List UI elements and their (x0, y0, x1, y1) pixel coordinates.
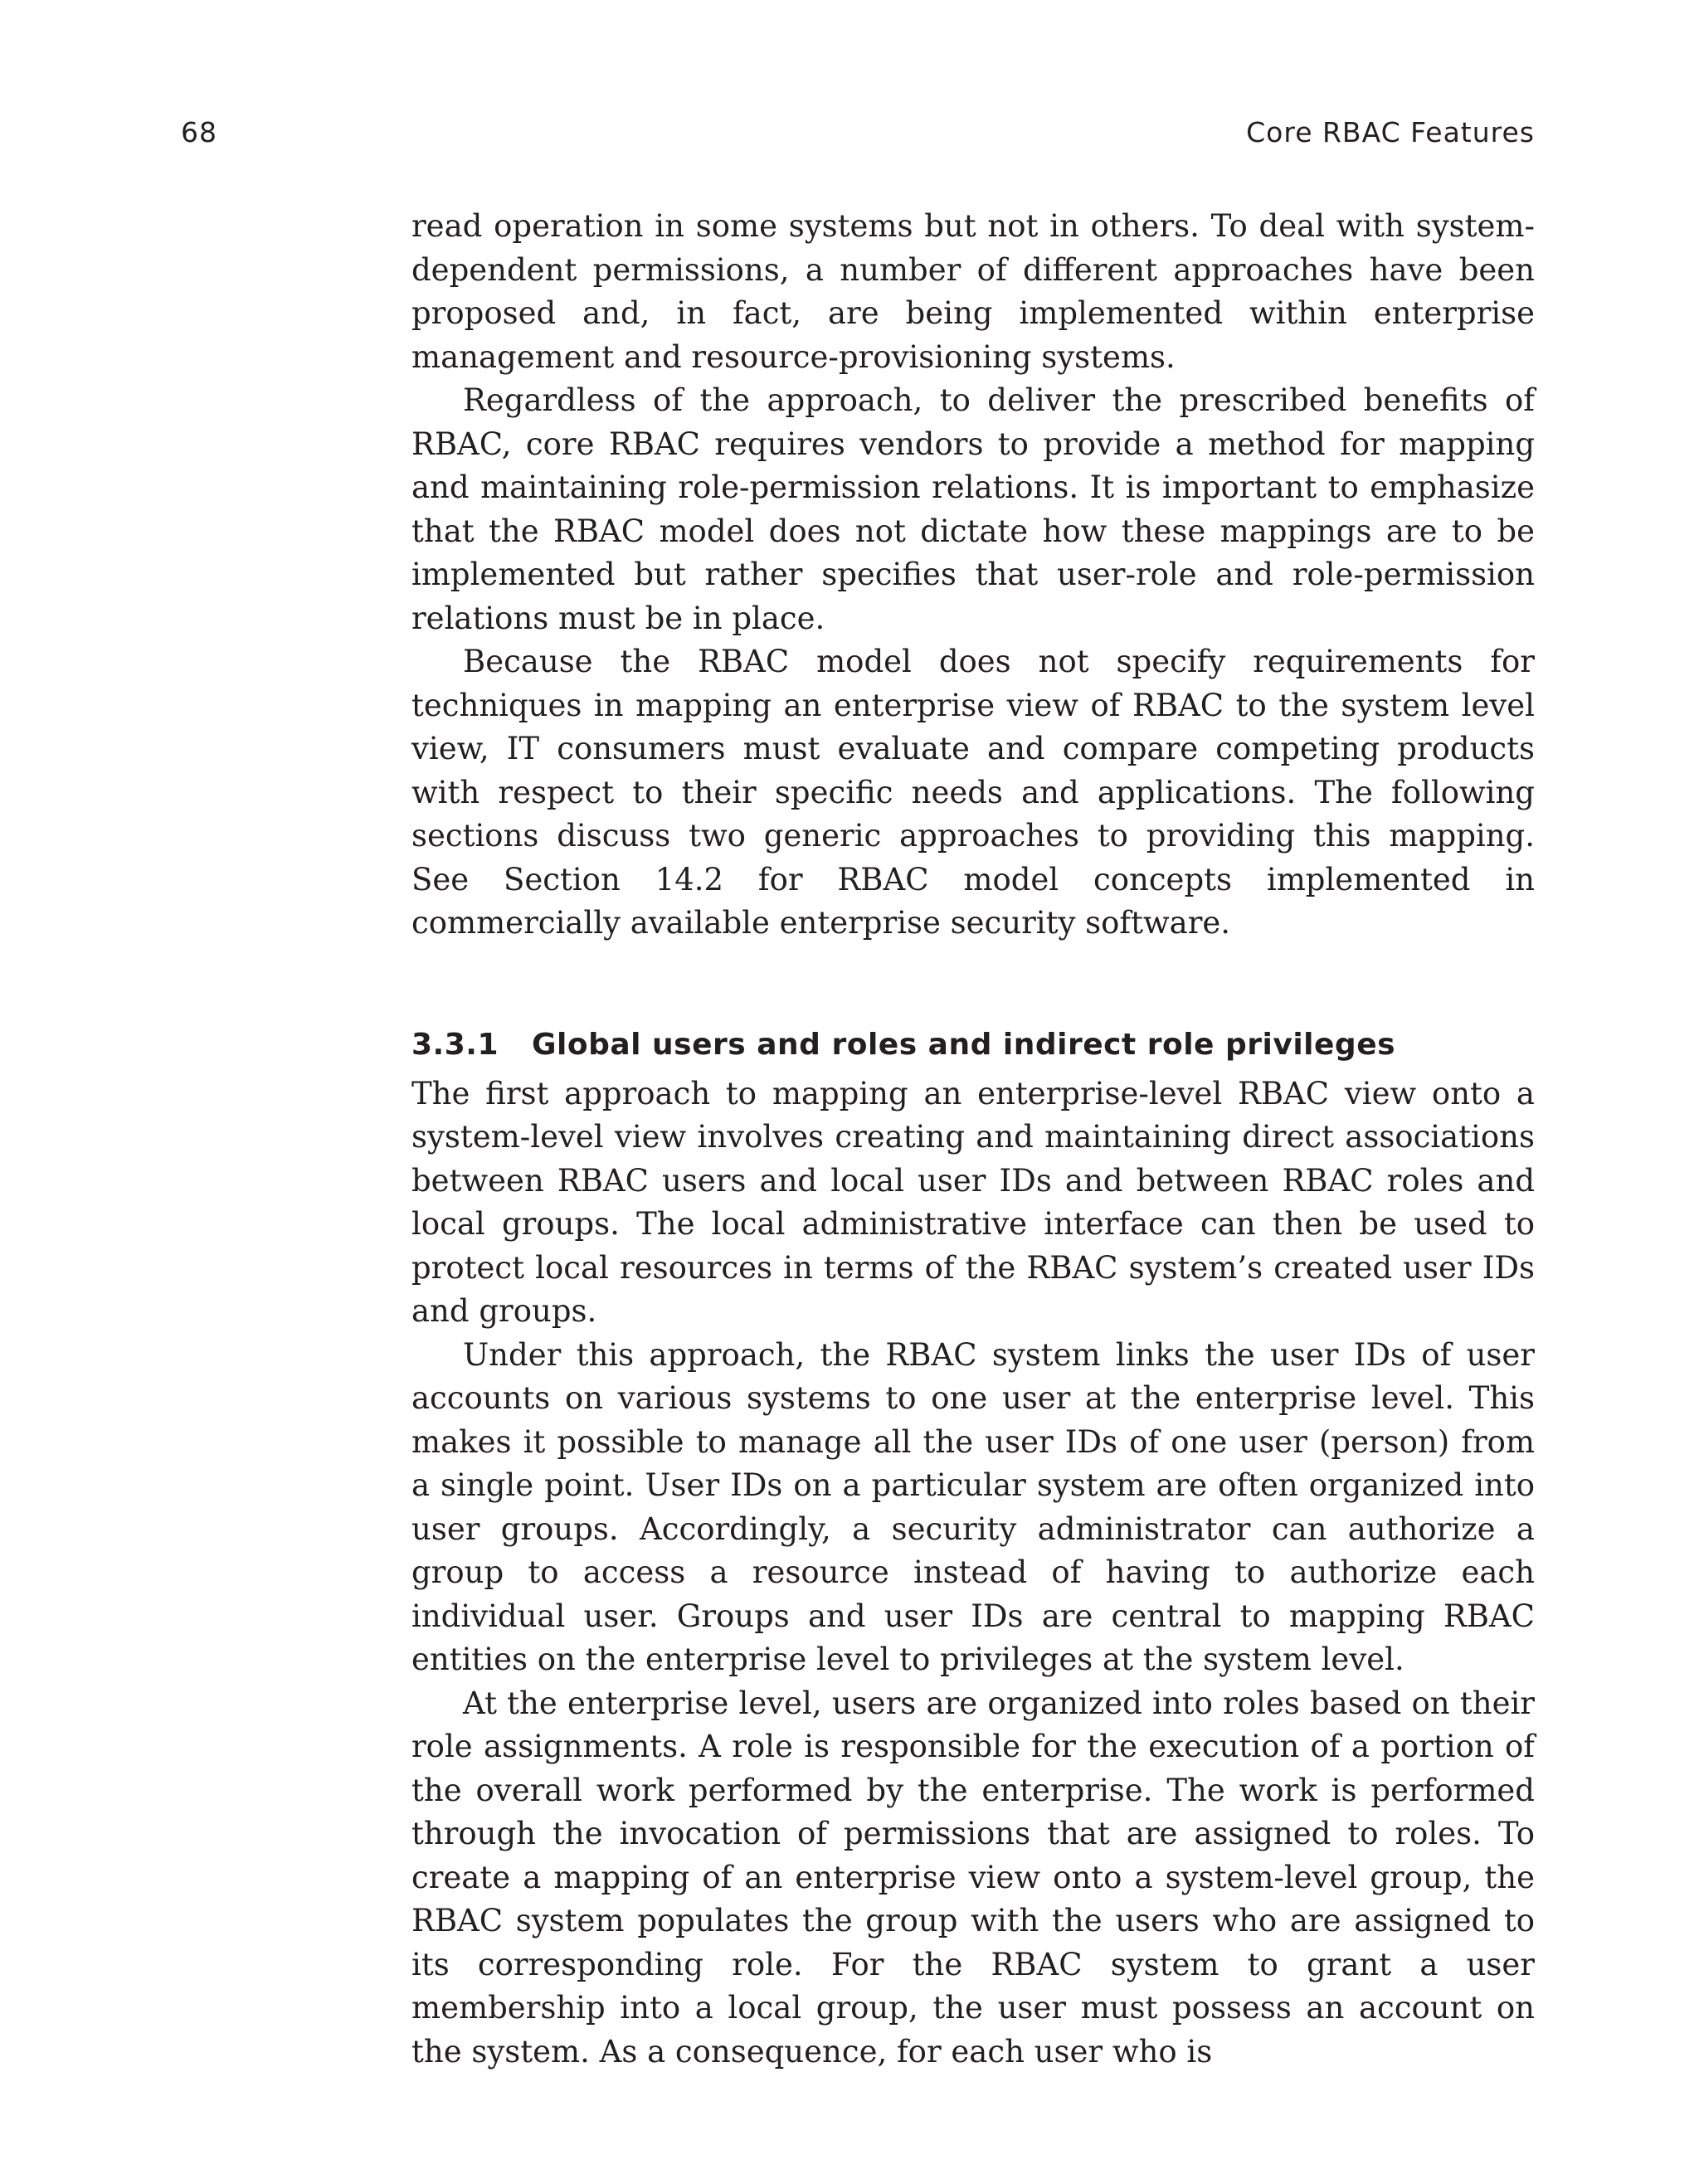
paragraph-continued: read operation in some systems but not in others. To deal with system-dependent permissions, a number of different approaches have been proposed and, in fact, are being implemented within enterprise management and resource-provisioning systems. (411, 208, 1535, 375)
chapter-title: Core RBAC Features (1246, 116, 1535, 148)
section-heading (411, 1024, 1535, 1066)
paragraph: At the enterprise level, users are organized into roles based on their role assignments. A role is responsible for the execution of a portion of the overall work performed by the enterprise. The work is performed through the invocation of permissions that are assigned to roles. To create a mapping of an enterprise view onto a system-level group, the RBAC system populates the group with the users who are assigned to its corresponding role. For the RBAC system to grant a user membership into a local group, the user must possess an account on the system. As a consequence, for each user who is (411, 1685, 1535, 2070)
body-text (411, 205, 1535, 2074)
section-number: 3.3.1 (411, 1027, 499, 1062)
paragraph: Regardless of the approach, to deliver the prescribed benefits of RBAC, core RBAC requires vendors to provide a method for mapping and maintaining role-permission relations. It is important to emphasize that the RBAC model does not dictate how these mappings are to be implemented but rather specifies that user-role and role-permission relations must be in place. (411, 382, 1535, 636)
section-title: Global users and roles and indirect role privileges (532, 1027, 1396, 1062)
paragraph: Because the RBAC model does not specify requirements for techniques in mapping an enterprise view of RBAC to the system level view, IT consumers must evaluate and compare competing products with respect to their specific needs and applications. The following sections discuss two generic approaches to providing this mapping. See Section 14.2 for RBAC model concepts implemented in commercially available enterprise security software. (411, 644, 1535, 941)
paragraph: Under this approach, the RBAC system links the user IDs of user accounts on various systems to one user at the enterprise level. This makes it possible to manage all the user IDs of one user (person) from a single point. User IDs on a particular system are often organized into user groups. Accordingly, a security administrator can authorize a group to access a resource instead of having to authorize each individual user. Groups and user IDs are central to mapping RBAC entities on the enterprise level to privileges at the system level. (411, 1336, 1535, 1677)
running-head (181, 116, 1535, 156)
page-number: 68 (181, 116, 217, 148)
paragraph: The first approach to mapping an enterprise-level RBAC view onto a system-level view involves creating and maintaining direct associations between RBAC users and local user IDs and between RBAC roles and local groups. The local administrative interface can then be used to protect local resources in terms of the RBAC system’s created user IDs and groups. (411, 1075, 1535, 1329)
